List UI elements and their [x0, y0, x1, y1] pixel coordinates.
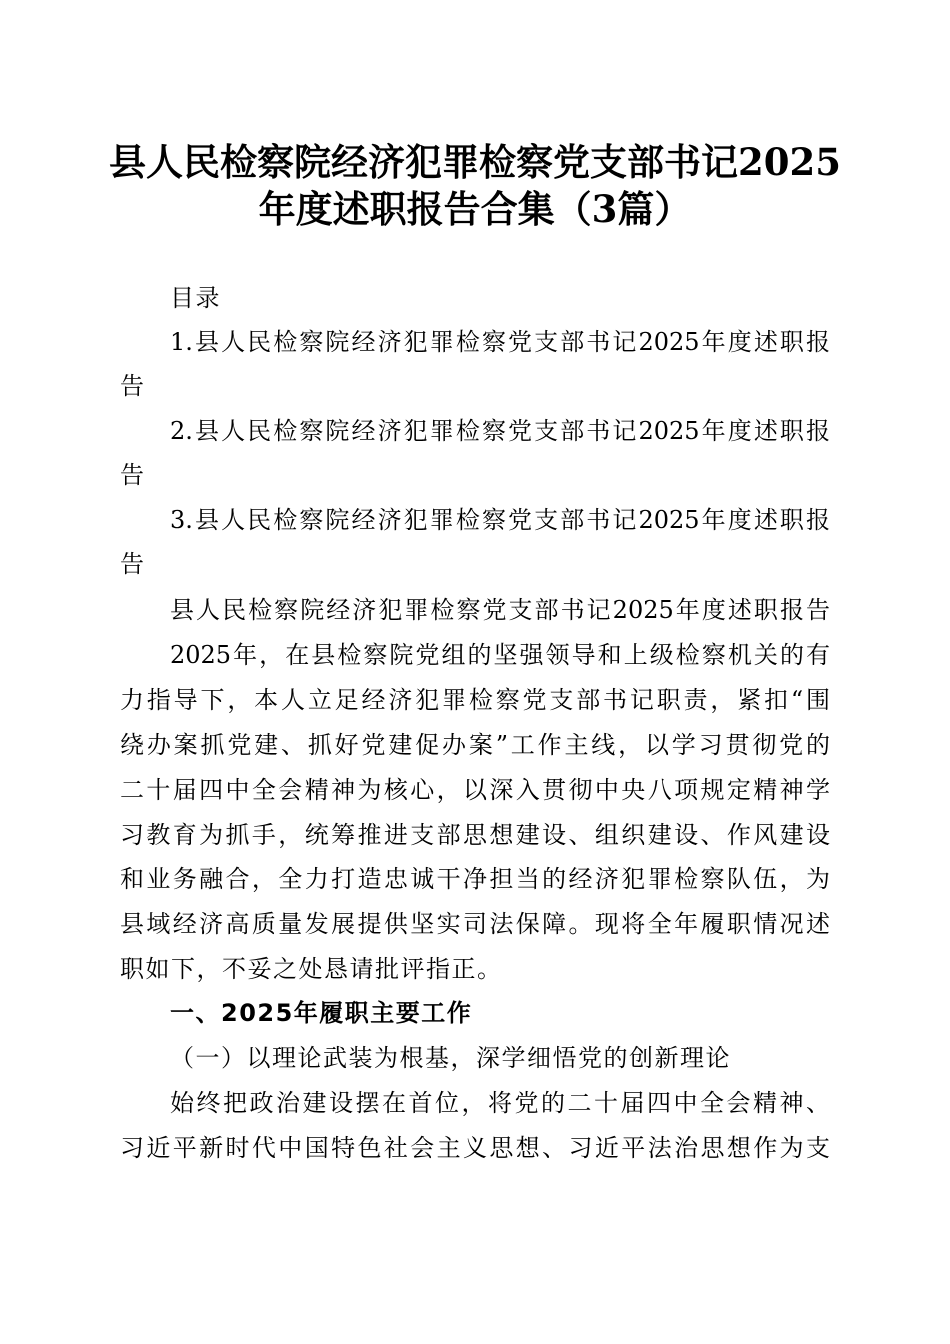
sub1-line-1: 始终把政治建设摆在首位，将党的二十届四中全会精神、	[170, 1089, 830, 1117]
subsection-1-heading: （一）以理论武装为根基，深学细悟党的创新理论	[170, 1044, 731, 1072]
sub1-line-2: 习近平新时代中国特色社会主义思想、习近平法治思想作为支	[120, 1134, 830, 1162]
toc-item-3-line-1: 3.县人民检察院经济犯罪检察党支部书记2025年度述职报	[170, 506, 830, 534]
toc-item-2-line-2: 告	[120, 461, 146, 489]
document-title-line-2: 年度述职报告合集（3篇）	[258, 187, 692, 231]
report-title: 县人民检察院经济犯罪检察党支部书记2025年度述职报告	[170, 596, 830, 624]
toc-heading: 目录	[170, 284, 221, 312]
intro-line-4: 二十届四中全会精神为核心，以深入贯彻中央八项规定精神学	[120, 776, 830, 804]
toc-item-2-line-1: 2.县人民检察院经济犯罪检察党支部书记2025年度述职报	[170, 417, 830, 445]
section-1-heading: 一、2025年履职主要工作	[170, 999, 473, 1027]
document-title-line-1: 县人民检察院经济犯罪检察党支部书记2025	[109, 140, 841, 184]
toc-item-3-line-2: 告	[120, 550, 146, 578]
intro-line-2: 力指导下，本人立足经济犯罪检察党支部书记职责，紧扣“围	[120, 686, 830, 714]
intro-line-3: 绕办案抓党建、抓好党建促办案”工作主线，以学习贯彻党的	[120, 731, 830, 759]
intro-line-7: 县域经济高质量发展提供坚实司法保障。现将全年履职情况述	[120, 910, 830, 938]
intro-line-8: 职如下，不妥之处恳请批评指正。	[120, 955, 503, 983]
toc-item-1-line-1: 1.县人民检察院经济犯罪检察党支部书记2025年度述职报	[170, 328, 830, 356]
intro-line-1: 2025年，在县检察院党组的坚强领导和上级检察机关的有	[170, 641, 830, 669]
toc-item-1-line-2: 告	[120, 372, 146, 400]
intro-line-6: 和业务融合，全力打造忠诚干净担当的经济犯罪检察队伍，为	[120, 865, 830, 893]
intro-line-5: 习教育为抓手，统筹推进支部思想建设、组织建设、作风建设	[120, 821, 830, 849]
